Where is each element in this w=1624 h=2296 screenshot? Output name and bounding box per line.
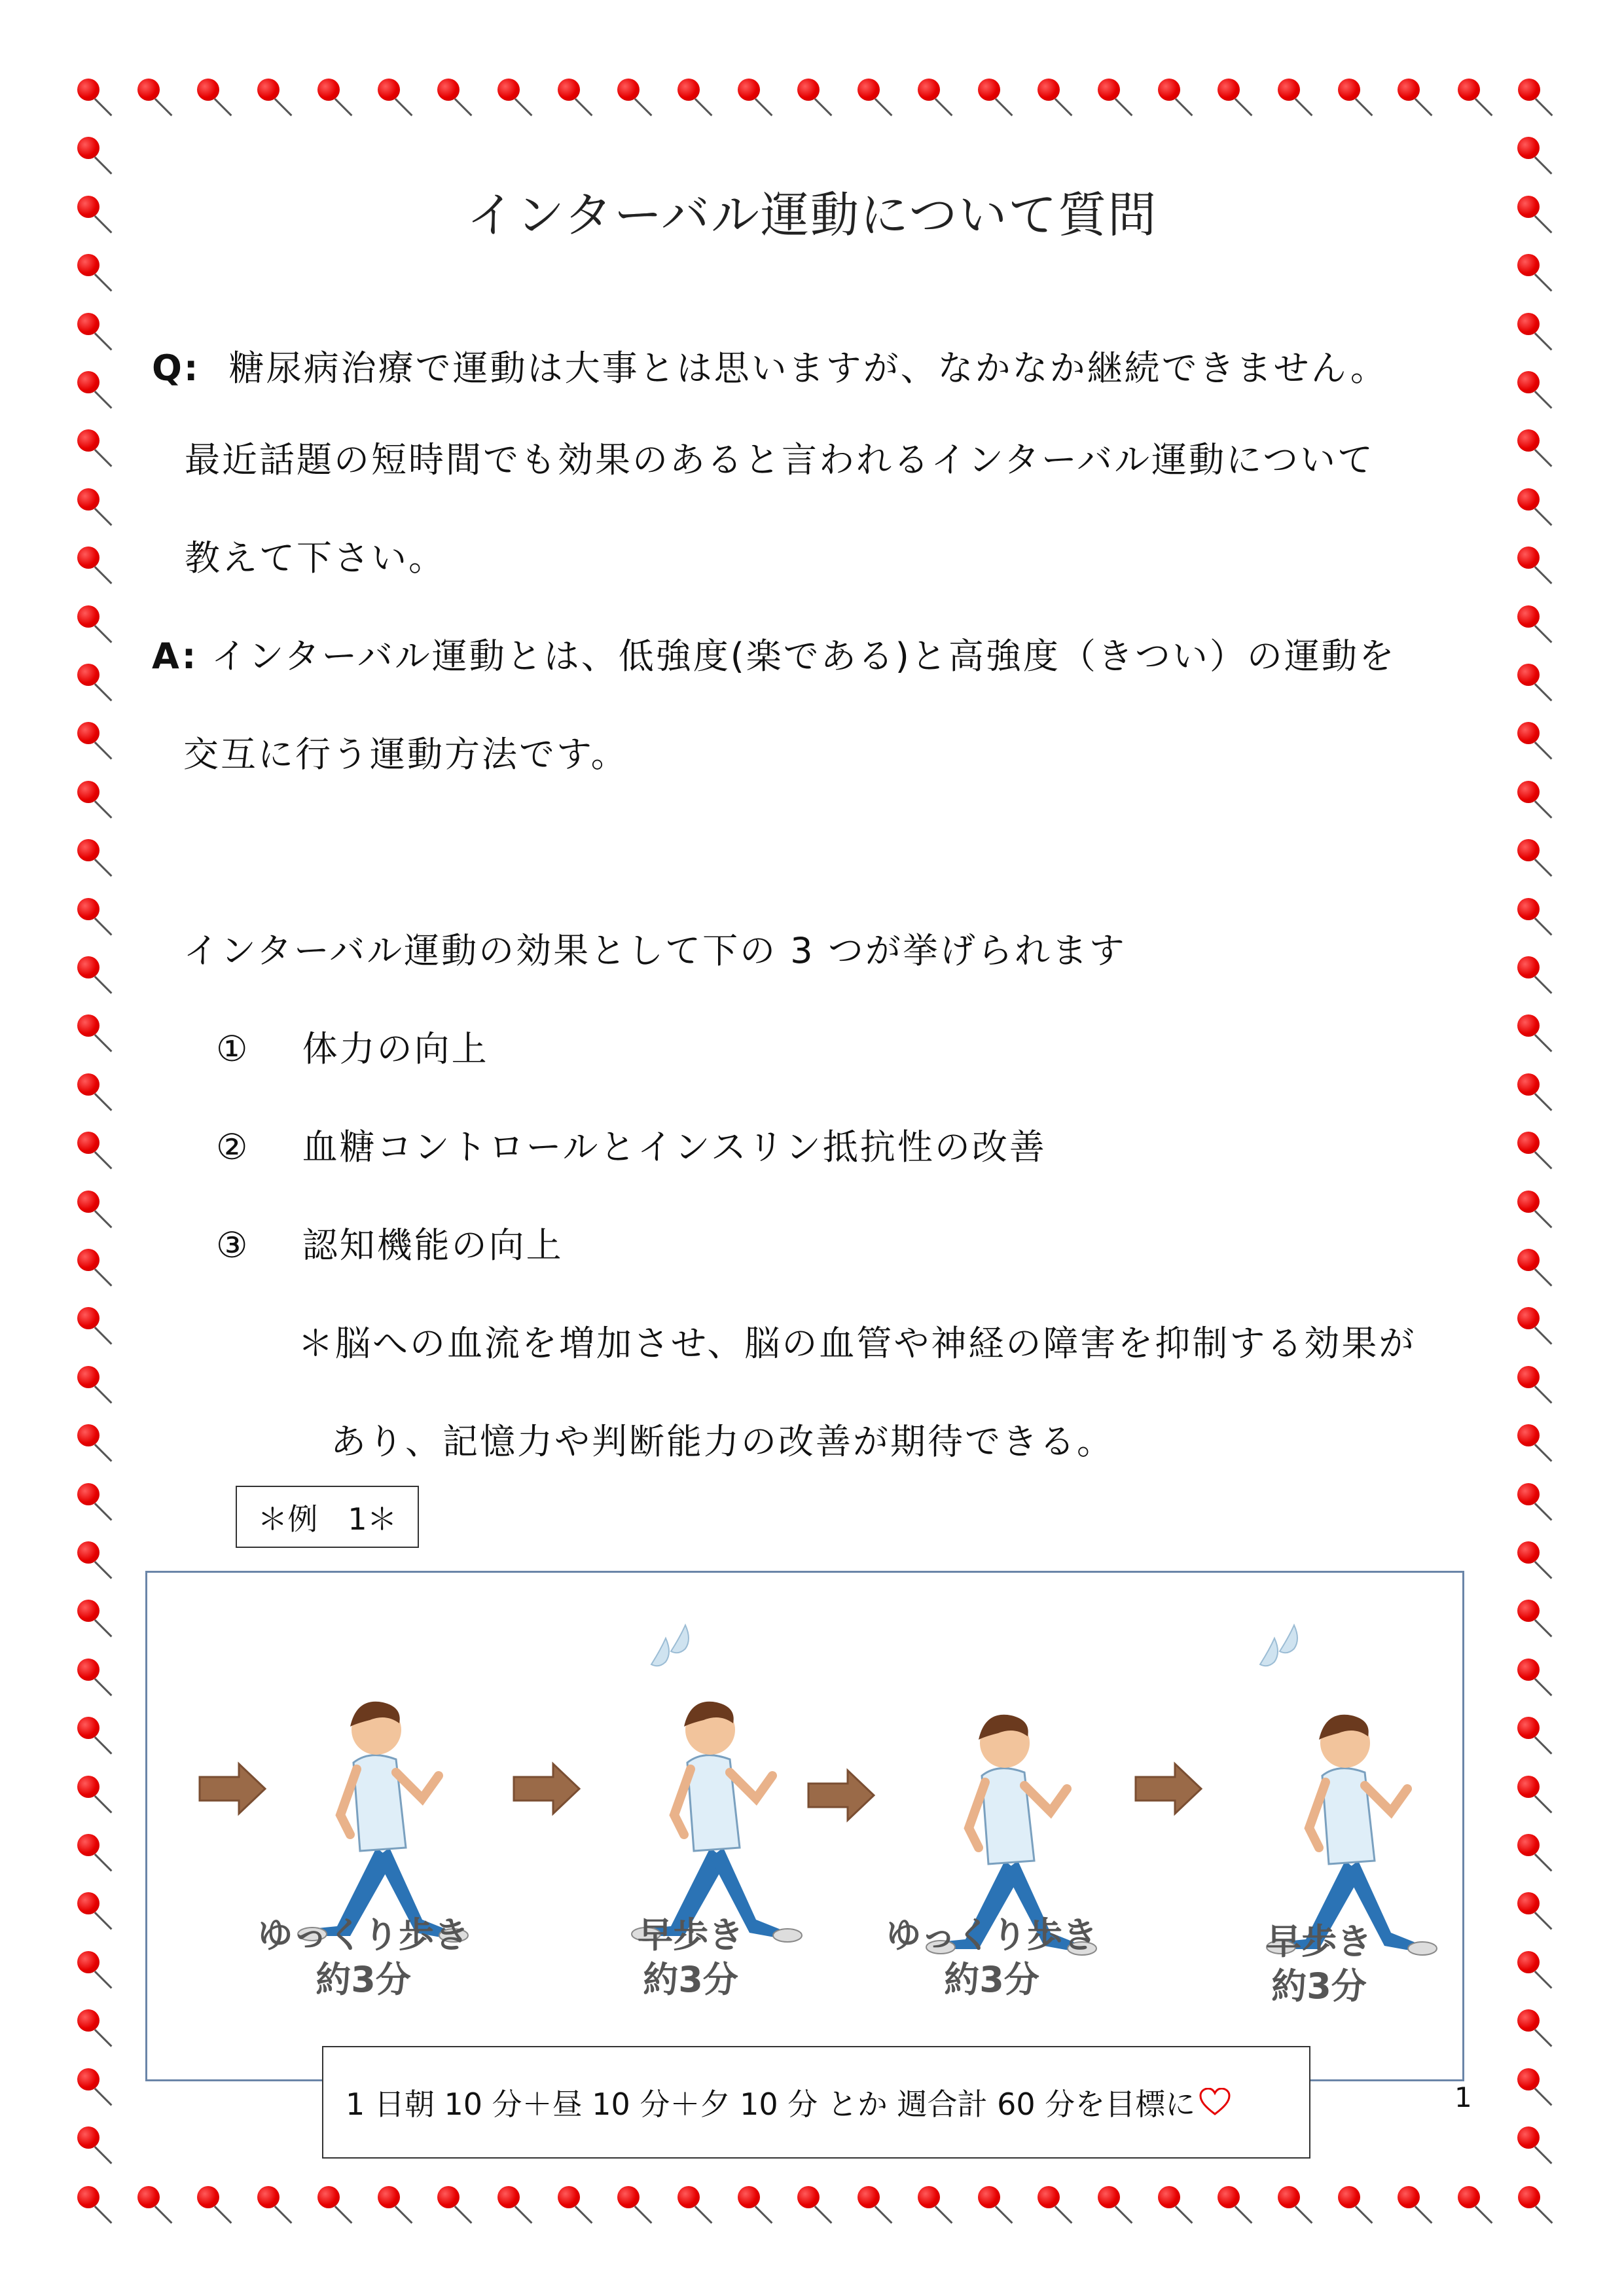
question-line-2: 最近話題の短時間でも効果のあると言われるインターバル運動について [185, 439, 1375, 480]
border-dot [1517, 254, 1540, 276]
border-dot [1518, 2186, 1540, 2208]
effect-item [216, 1217, 564, 1268]
border-dot [77, 1424, 99, 1446]
step-caption [226, 1913, 501, 2002]
border-dot [1517, 722, 1540, 744]
border-dot [1278, 79, 1300, 101]
step-caption [1221, 1920, 1417, 2009]
border-dot [857, 2186, 880, 2208]
border-dot [77, 1014, 99, 1037]
border-dot [1517, 313, 1540, 335]
border-dot [77, 1717, 99, 1739]
border-dot [497, 79, 520, 101]
border-dot [857, 79, 880, 101]
answer-line-1: インターバル運動とは、低強度(楽である)と高強度（きつい）の運動を [211, 636, 1396, 677]
border-dot [1517, 1424, 1540, 1446]
border-dot [77, 1483, 99, 1505]
border-dot [1517, 1366, 1540, 1388]
answer-line-2: 交互に行う運動方法です。 [183, 734, 628, 775]
page-number: 1 [1454, 2081, 1472, 2113]
border-dot [77, 722, 99, 744]
question-line-1: 糖尿病治療で運動は大事とは思いますが、なかなか継続できません。 [228, 348, 1388, 389]
border-dot [1517, 839, 1540, 861]
effect-text: 認知機能の向上 [302, 1225, 564, 1266]
border-dot [77, 429, 99, 452]
border-dot [77, 1249, 99, 1271]
border-dot [1517, 1776, 1540, 1798]
border-dot [77, 313, 99, 335]
border-dot [77, 1600, 99, 1622]
summary-box [322, 2046, 1310, 2159]
border-dot [77, 956, 99, 978]
border-dot [1038, 2186, 1060, 2208]
border-dot [197, 79, 219, 101]
border-dot [1517, 2126, 1540, 2149]
border-dot [77, 1541, 99, 1564]
border-dot [77, 781, 99, 803]
border-dot [378, 79, 400, 101]
border-dot [1517, 2068, 1540, 2090]
effects-intro: インターバル運動の効果として下の 3 つが挙げられます [183, 930, 1127, 971]
border-dot [1517, 781, 1540, 803]
border-dot [1458, 79, 1480, 101]
border-dot [137, 79, 160, 101]
border-dot [738, 2186, 760, 2208]
border-dot [978, 2186, 1000, 2208]
effect-item [216, 1021, 489, 1071]
border-dot [77, 1892, 99, 1914]
border-dot [1517, 605, 1540, 628]
border-dot [1517, 1073, 1540, 1096]
border-dot [77, 898, 99, 920]
walking-illustration [145, 1571, 1464, 2081]
step-activity: 早歩き [638, 1914, 744, 1956]
border-dot [1158, 2186, 1180, 2208]
step-caption [592, 1913, 789, 2002]
border-dot [1517, 898, 1540, 920]
note-line-1: ＊脳への血流を増加させ、脳の血管や神経の障害を抑制する効果が [298, 1323, 1416, 1364]
border-dot [1517, 1659, 1540, 1681]
border-dot [1218, 2186, 1240, 2208]
border-dot [797, 2186, 820, 2208]
note-line-2: あり、記憶力や判断能力の改善が期待できる。 [331, 1421, 1114, 1462]
border-dot [738, 79, 760, 101]
border-dot [1517, 1307, 1540, 1329]
question-label: Q: [152, 348, 200, 389]
border-dot [1517, 664, 1540, 686]
border-dot [77, 2068, 99, 2090]
border-dot [1517, 1014, 1540, 1037]
border-dot [1517, 956, 1540, 978]
border-dot [1038, 79, 1060, 101]
effect-text: 血糖コントロールとインスリン抵抗性の改善 [302, 1126, 1047, 1168]
border-dot [77, 664, 99, 686]
border-dot [77, 2009, 99, 2032]
border-dot [77, 371, 99, 393]
page-title: インターバル運動について質問 [466, 187, 1158, 243]
border-dot [1517, 1600, 1540, 1622]
border-dot [1517, 1892, 1540, 1914]
border-dot [77, 137, 99, 159]
border-dot [137, 2186, 160, 2208]
border-dot [1398, 2186, 1420, 2208]
border-dot [1098, 2186, 1120, 2208]
step-caption [854, 1913, 1129, 2002]
step-duration: 約3分 [316, 1959, 411, 2000]
border-dot [77, 1307, 99, 1329]
border-dot [77, 488, 99, 511]
border-dot [437, 2186, 460, 2208]
border-dot [1517, 547, 1540, 569]
border-dot [77, 1951, 99, 1973]
heart-icon [1199, 2088, 1231, 2117]
answer-block [152, 628, 1396, 679]
border-dot [77, 547, 99, 569]
border-dot [617, 79, 640, 101]
border-dot [1098, 79, 1120, 101]
effect-text: 体力の向上 [302, 1028, 489, 1069]
border-dot [677, 79, 700, 101]
border-dot [1517, 1483, 1540, 1505]
border-dot [1517, 429, 1540, 452]
step-activity: ゆっくり歩き [886, 1914, 1098, 1956]
border-dot [617, 2186, 640, 2208]
border-dot [77, 839, 99, 861]
border-dot [1517, 1191, 1540, 1213]
example-label: ＊例 1＊ [236, 1486, 419, 1548]
border-dot [77, 1073, 99, 1096]
summary-text: 1 日朝 10 分＋昼 10 分＋夕 10 分 とか 週合計 60 分を目標に [346, 2087, 1196, 2122]
effect-number: ③ [216, 1225, 250, 1266]
border-dot [558, 79, 580, 101]
border-dot [378, 2186, 400, 2208]
border-dot [77, 1834, 99, 1856]
effect-number: ② [216, 1126, 250, 1168]
border-dot [197, 2186, 219, 2208]
border-dot [257, 2186, 280, 2208]
step-duration: 約3分 [643, 1959, 738, 2000]
border-dot [1458, 2186, 1480, 2208]
border-dot [317, 2186, 340, 2208]
border-dot [1158, 79, 1180, 101]
border-dot [1218, 79, 1240, 101]
border-dot [257, 79, 280, 101]
border-dot [1517, 1717, 1540, 1739]
border-dot [1517, 1132, 1540, 1154]
border-dot [77, 1132, 99, 1154]
border-dot [77, 605, 99, 628]
border-dot [1278, 2186, 1300, 2208]
border-dot [1517, 2009, 1540, 2032]
border-dot [918, 2186, 940, 2208]
answer-label: A: [152, 636, 198, 677]
question-line-3: 教えて下さい。 [185, 537, 446, 579]
border-dot [558, 2186, 580, 2208]
border-dot [1517, 1249, 1540, 1271]
border-dot [1517, 1834, 1540, 1856]
border-dot [437, 79, 460, 101]
border-dot [77, 1776, 99, 1798]
step-duration: 約3分 [1271, 1965, 1367, 2007]
border-dot [1518, 79, 1540, 101]
border-dot [497, 2186, 520, 2208]
border-dot [1517, 1951, 1540, 1973]
border-dot [77, 79, 99, 101]
border-dot [77, 1366, 99, 1388]
question-block [152, 340, 1388, 391]
border-dot [77, 254, 99, 276]
border-dot [918, 79, 940, 101]
border-dot [77, 1659, 99, 1681]
step-activity: ゆっくり歩き [257, 1914, 469, 1956]
border-dot [1517, 371, 1540, 393]
effect-number: ① [216, 1028, 250, 1069]
border-dot [1338, 2186, 1360, 2208]
border-dot [797, 79, 820, 101]
border-dot [677, 2186, 700, 2208]
step-duration: 約3分 [944, 1959, 1039, 2000]
border-dot [1517, 488, 1540, 511]
border-dot [77, 1191, 99, 1213]
border-dot [1517, 137, 1540, 159]
border-dot [978, 79, 1000, 101]
border-dot [1338, 79, 1360, 101]
border-dot [77, 2186, 99, 2208]
step-activity: 早歩き [1266, 1921, 1372, 1962]
border-dot [1517, 1541, 1540, 1564]
effect-item [216, 1119, 1047, 1170]
border-dot [317, 79, 340, 101]
border-dot [77, 2126, 99, 2149]
border-dot [1398, 79, 1420, 101]
